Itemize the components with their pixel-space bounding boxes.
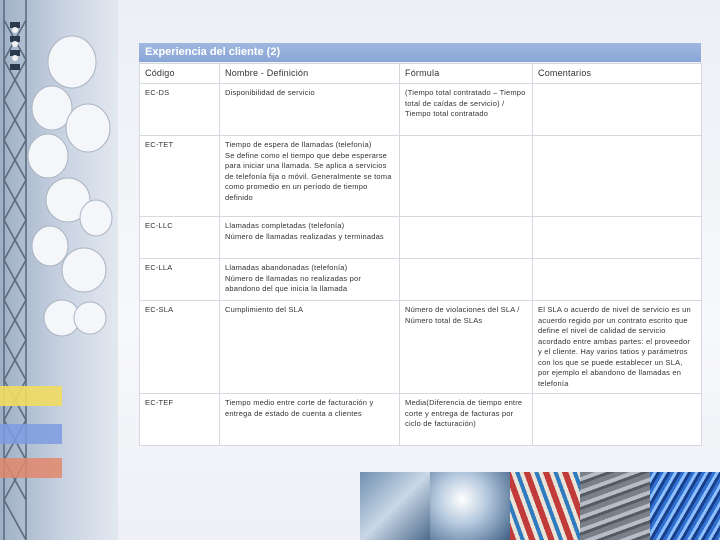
header-nombre-definicion: Nombre - Definición	[220, 64, 400, 84]
bottom-photo-strip	[360, 472, 720, 540]
cell-formula: Número de violaciones del SLA / Número total de SLAs	[400, 301, 533, 394]
table-row	[140, 217, 702, 259]
cell-code: EC-TET	[140, 136, 220, 217]
cell-formula	[400, 217, 533, 259]
table-row	[140, 259, 702, 301]
fiber-optic-cable-image	[360, 472, 430, 540]
cell-code: EC-LLC	[140, 217, 220, 259]
header-codigo: Código	[140, 64, 220, 84]
cell-name: Llamadas completadas (telefonía) Número de llamadas realizadas y terminadas	[220, 217, 400, 259]
cell-formula: (Tiempo total contratado – Tiempo total de caídas de servicio) / Tiempo total contratado	[400, 84, 533, 136]
cell-name: Cumplimiento del SLA	[220, 301, 400, 394]
tower-illustration	[0, 0, 118, 540]
cell-comments	[533, 136, 702, 217]
table-row	[140, 301, 702, 394]
cell-comments	[533, 259, 702, 301]
table-row	[140, 136, 702, 217]
kpi-table	[139, 63, 702, 446]
cell-name: Tiempo medio entre corte de facturación y entrega de estado de cuenta a clientes	[220, 394, 400, 446]
cell-formula: Media(Diferencia de tiempo entre corte y entrega de facturas por ciclo de facturación)	[400, 394, 533, 446]
telecom-tower-image	[0, 0, 118, 540]
cell-name: Llamadas abandonadas (telefonía) Número de llamadas no realizadas por abandono del que inicia la llamada	[220, 259, 400, 301]
cell-comments: El SLA o acuerdo de nivel de servicio es un acuerdo regido por un contrato escrito que define el nivel de calidad de servicio acordado entre ambas partes: el proveedor y el cliente. Hay varios tatios y parámetros con los que se puede establecer un SLA, por ejemplo el abandono de llamadas en telefonía	[533, 301, 702, 394]
cell-formula	[400, 259, 533, 301]
cell-code: EC-TEF	[140, 394, 220, 446]
cell-name: Disponibilidad de servicio	[220, 84, 400, 136]
cell-formula	[400, 136, 533, 217]
cell-code: EC-SLA	[140, 301, 220, 394]
table-header-row	[140, 64, 702, 84]
header-comentarios: Comentarios	[533, 64, 702, 84]
cell-name: Tiempo de espera de llamadas (telefonía) Se define como el tiempo que debe esperarse para iniciar una llamada. Se aplica a servicios de telefonía fija o móvil. Generalmente se toma como promedio en un período de tiempo definido	[220, 136, 400, 217]
cell-code: EC-DS	[140, 84, 220, 136]
header-formula: Fórmula	[400, 64, 533, 84]
network-cables-image	[510, 472, 580, 540]
cell-comments	[533, 84, 702, 136]
server-rack-image	[580, 472, 650, 540]
cell-code: EC-LLA	[140, 259, 220, 301]
satellite-dish-image	[430, 472, 510, 540]
cell-comments	[533, 217, 702, 259]
optical-fibers-image	[650, 472, 720, 540]
table-row	[140, 84, 702, 136]
cell-comments	[533, 394, 702, 446]
table-row	[140, 394, 702, 446]
slide-title: Experiencia del cliente (2)	[139, 43, 701, 62]
